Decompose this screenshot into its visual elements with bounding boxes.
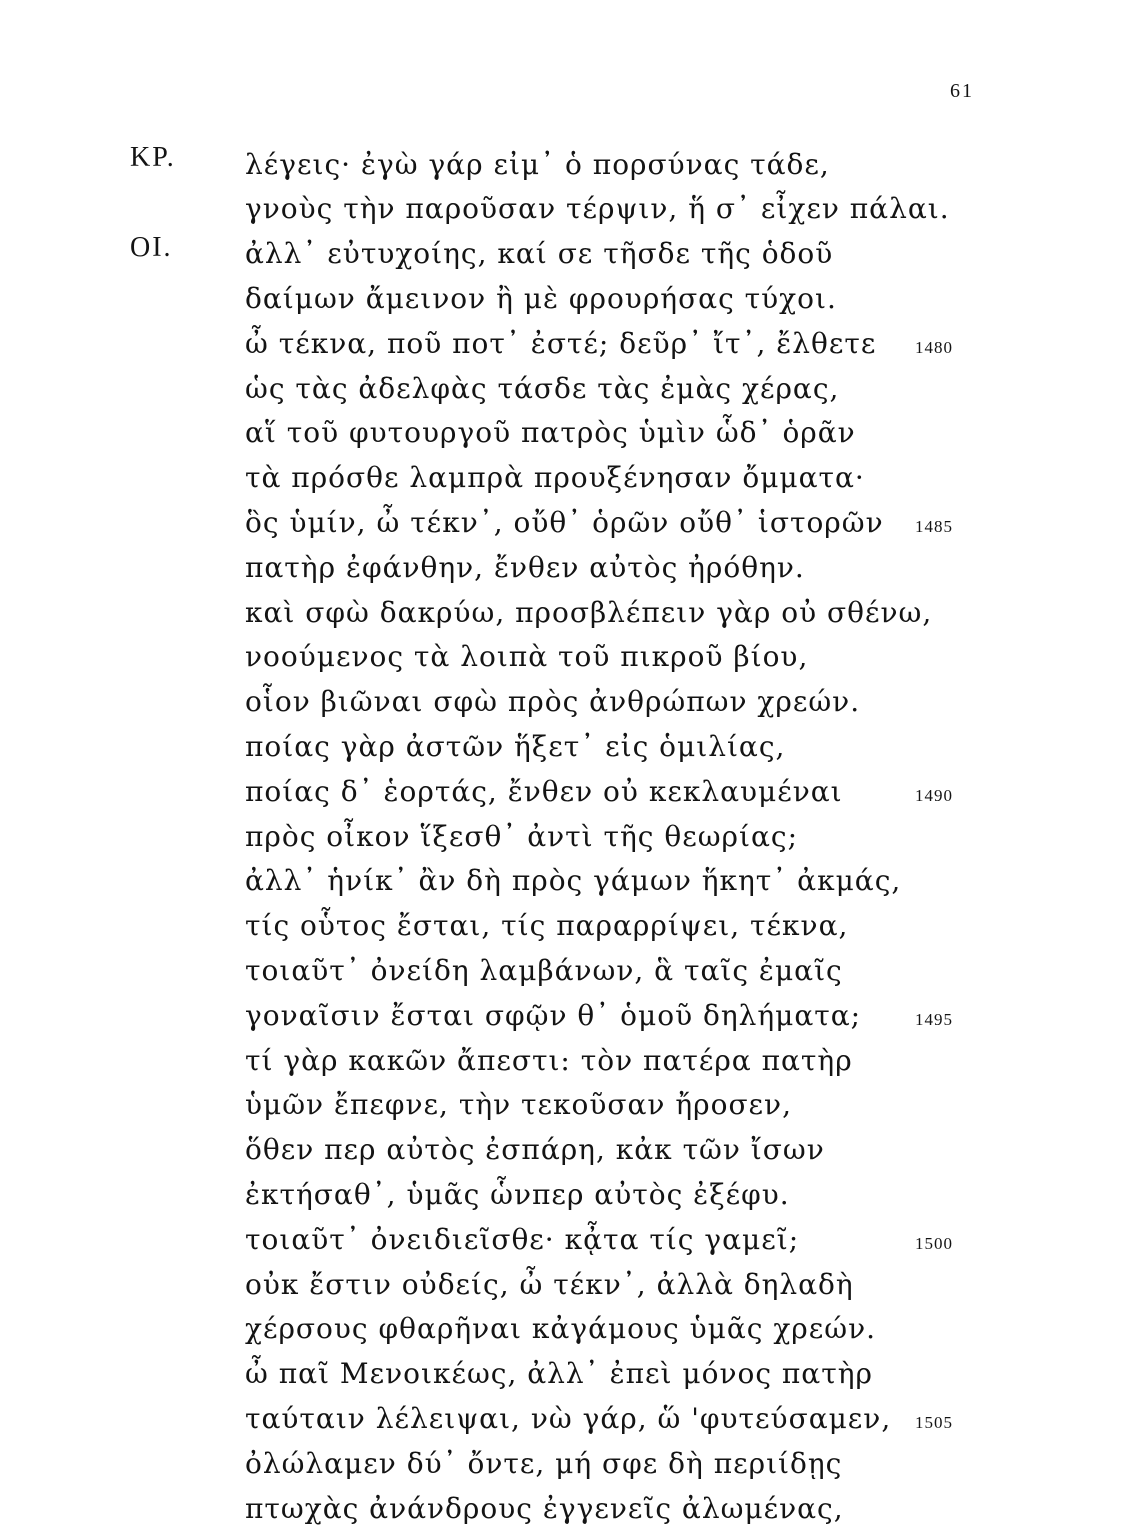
line-number: 1500 (915, 1234, 953, 1253)
verse-line: δαίμων ἄμεινον ἢ μὲ φρουρήσας τύχοι. (245, 282, 837, 315)
verse-line: ἐκτήσαθ᾽, ὑμᾶς ὧνπερ αὐτὸς ἐξέφυ. (245, 1178, 790, 1211)
verse-line: ὀλώλαμεν δύ᾽ ὄντε, μή σφε δὴ περιίδῃς (245, 1447, 843, 1480)
verse-line: τί γὰρ κακῶν ἄπεστι: τὸν πατέρα πατὴρ (245, 1044, 853, 1077)
verse-line: γοναῖσιν ἔσται σφῷν θ᾽ ὁμοῦ δηλήματα; (245, 999, 862, 1032)
line-number: 1495 (915, 1010, 953, 1029)
verse-line: ἀλλ᾽ ἡνίκ᾽ ἂν δὴ πρὸς γάμων ἥκητ᾽ ἀκμάς, (245, 864, 902, 897)
line-number: 1480 (915, 338, 953, 357)
verse-line: ταύταιν λέλειψαι, νὼ γάρ, ὥ 'φυτεύσαμεν, (245, 1402, 892, 1435)
verse-line: ὡς τὰς ἀδελφὰς τάσδε τὰς ἐμὰς χέρας, (245, 372, 840, 405)
verse-line: τοιαῦτ᾽ ὀνείδη λαμβάνων, ἃ ταῖς ἐμαῖς (245, 954, 843, 987)
verse-line: καὶ σφὼ δακρύω, προσβλέπειν γὰρ οὐ σθένω, (245, 596, 933, 629)
line-number: 1505 (915, 1413, 953, 1432)
verse-line: ὑμῶν ἔπεφνε, τὴν τεκοῦσαν ἤροσεν, (245, 1088, 792, 1121)
verse-line: ὦ παῖ Μενοικέως, ἀλλ᾽ ἐπεὶ μόνος πατὴρ (245, 1357, 873, 1390)
verse-line: πτωχὰς ἀνάνδρους ἐγγενεῖς ἀλωμένας, (245, 1492, 844, 1525)
verse-line: χέρσους φθαρῆναι κἀγάμους ὑμᾶς χρεών. (245, 1312, 877, 1345)
verse-line: ποίας γὰρ ἀστῶν ἥξετ᾽ εἰς ὁμιλίας, (245, 730, 786, 763)
line-number: 1485 (915, 517, 953, 536)
verse-line: ὦ τέκνα, ποῦ ποτ᾽ ἐστέ; δεῦρ᾽ ἴτ᾽, ἔλθετε (245, 327, 877, 360)
verse-line: ποίας δ᾽ ἑορτάς, ἔνθεν οὐ κεκλαυμέναι (245, 775, 843, 808)
verse-line: τίς οὗτος ἔσται, τίς παραρρίψει, τέκνα, (245, 909, 849, 942)
verse-line: ἀλλ᾽ εὐτυχοίης, καί σε τῆσδε τῆς ὁδοῦ (245, 237, 834, 270)
verse-line: νοούμενος τὰ λοιπὰ τοῦ πικροῦ βίου, (245, 640, 809, 673)
verse-line: τοιαῦτ᾽ ὀνειδιεῖσθε· κᾆτα τίς γαμεῖ; (245, 1223, 800, 1256)
verse-line: πατὴρ ἐφάνθην, ἔνθεν αὐτὸς ἠρόθην. (245, 551, 805, 584)
verse-line: πρὸς οἶκον ἵξεσθ᾽ ἀντὶ τῆς θεωρίας; (245, 820, 798, 853)
verse-line: τὰ πρόσθε λαμπρὰ προυξένησαν ὄμματα· (245, 461, 865, 494)
page-number: 61 (950, 80, 974, 102)
verse-line: οἷον βιῶναι σφὼ πρὸς ἀνθρώπων χρεών. (245, 685, 861, 718)
verse-line: λέγεις· ἐγὼ γάρ εἰμ᾽ ὁ πορσύνας τάδε, (245, 148, 830, 181)
verse-line: αἵ τοῦ φυτουργοῦ πατρὸς ὑμὶν ὧδ᾽ ὁρᾶν (245, 416, 856, 449)
verse-line: ὅθεν περ αὐτὸς ἐσπάρη, κἀκ τῶν ἴσων (245, 1133, 825, 1166)
line-number: 1490 (915, 786, 953, 805)
verse-line: ὃς ὑμίν, ὦ τέκν᾽, οὔθ᾽ ὁρῶν οὔθ᾽ ἱστορῶν (245, 506, 884, 539)
verse-line: οὐκ ἔστιν οὐδείς, ὦ τέκν᾽, ἀλλὰ δηλαδὴ (245, 1268, 854, 1301)
speaker-label-oi: ΟΙ. (130, 232, 173, 263)
verse-line: γνοὺς τὴν παροῦσαν τέρψιν, ἥ σ᾽ εἶχεν πάλαι. (245, 192, 950, 225)
speaker-label-kr: ΚΡ. (130, 142, 176, 173)
